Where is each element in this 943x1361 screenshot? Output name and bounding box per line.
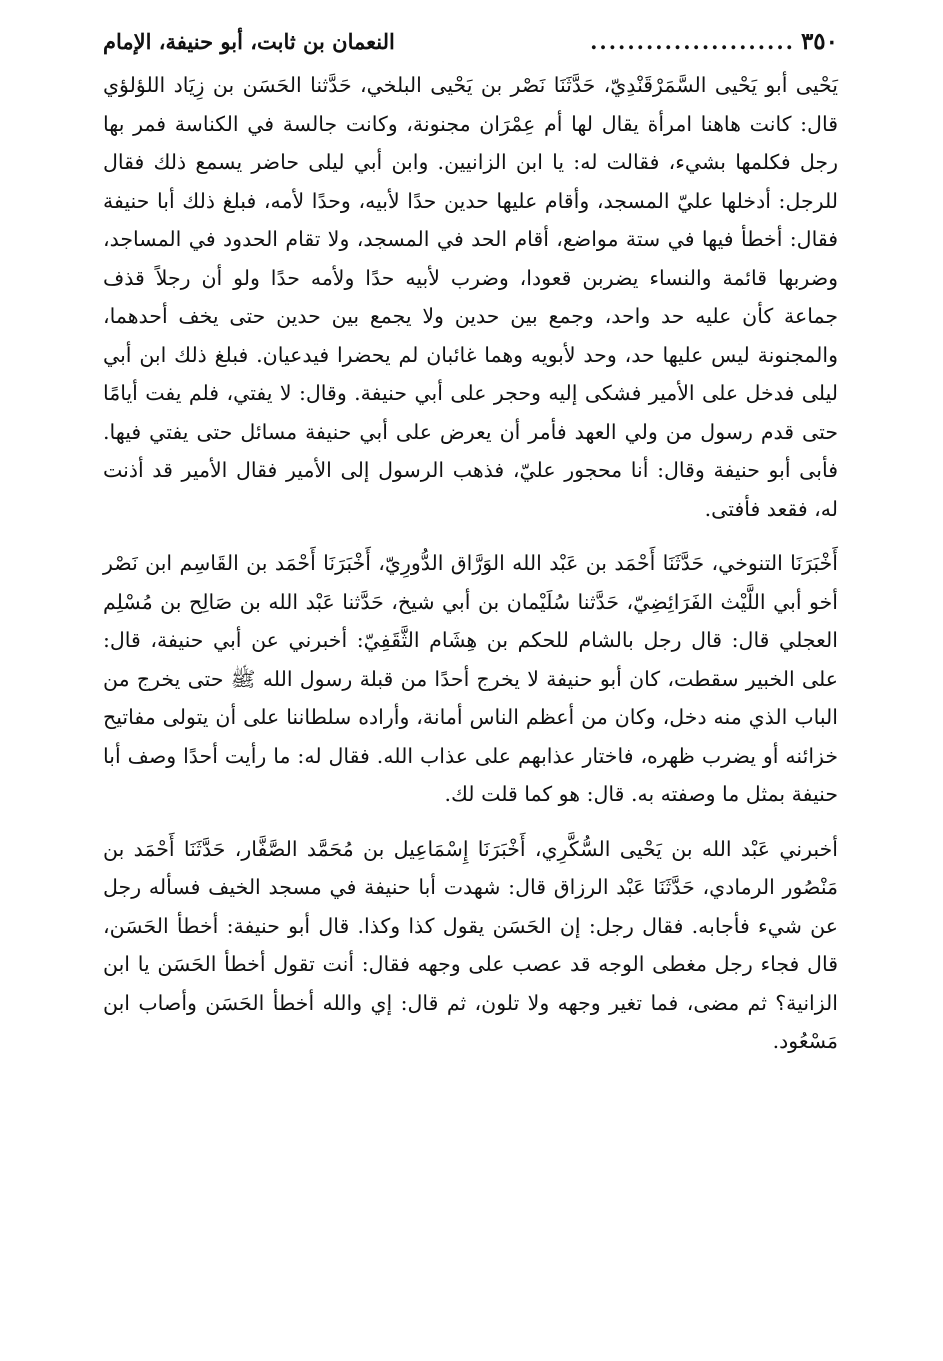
paragraph-1: يَحْيى أبو يَحْيى السَّمَرْقَنْدِيّ، حَدَّثَنَا نَصْر بن يَحْيى البلخي، حَدَّثنا الحَسَن بن زِيَاد اللؤلؤي قال: كانت هاهنا امرأة يقال لها أم عِمْرَان مجنونة، وكانت جالسة في الكناسة فمر بها رجل فكلمها بشيء، فقالت له: يا ابن الزانيين. وابن أبي ليلى حاضر يسمع ذلك فقال للرجل: أدخلها عليّ المسجد، وأقام عليها حدين حدًا لأبيه، وحدًا لأمه، فبلغ ذلك أبا حنيفة فقال: أخطأ فيها في ستة مواضع، أقام الحد في المسجد، ولا تقام الحدود في المساجد، وضربها قائمة والنساء يضربن قعودا، وضرب لأبيه حدًا ولأمه حدًا ولو أن رجلاً قذف جماعة كأن عليه حد واحد، وجمع بين حدين ولا يجمع بين حدين حتى يخف أحدهما، والمجنونة ليس عليها حد، وحد لأبويه وهما غائبان لم يحضرا فيدعيان. فبلغ ذلك ابن أبي ليلى فدخل على الأمير فشكى إليه وحجر على أبي حنيفة. وقال: لا يفتي، فلم يفت أيامًا حتى قدم رسول من ولي العهد فأمر أن يعرض على أبي حنيفة مسائل حتى يفتي فيها. فأبى أبو حنيفة وقال: أنا محجور عليّ، فذهب الرسول إلى الأمير فقال الأمير قد أذنت له، فقعد فأفتى. (103, 73, 838, 521)
leader-dots: ...................... (590, 29, 795, 54)
paragraph-3: أخبرني عَبْد الله بن يَحْيى السُّكَّرِي، أَخْبَرَنَا إِسْمَاعِيل بن مُحَمَّد الصَّفَّار، حَدَّثَنَا أَحْمَد بن مَنْصُور الرمادي، حَدَّثَنَا عَبْد الرزاق قال: شهدت أبا حنيفة في مسجد الخيف فسأله رجل عن شيء فأجابه. فقال رجل: إن الحَسَن يقول كذا وكذا. قال أبو حنيفة: أخطأ الحَسَن، قال فجاء رجل مغطى الوجه قد عصب على وجهه فقال: أنت تقول أخطأ الحَسَن يا ابن الزانية؟ ثم مضى، فما تغير وجهه ولا تلون، ثم قال: إي والله أخطأ الحَسَن وأصاب ابن مَسْعُود. (103, 836, 838, 1053)
paragraph-2: أَخْبَرَنَا التنوخي، حَدَّثَنَا أَحْمَد بن عَبْد الله الوَرَّاق الدُّورِيّ، أَخْبَرَنَا أَحْمَد بن القَاسِم ابن نَصْر أخو أبي اللَّيْث الفَرَائِضِيّ، حَدَّثنا سُلَيْمان بن أبي شيخ، حَدَّثنا عَبْد الله بن صَالِح بن مُسْلِم العجلي قال: قال رجل بالشام للحكم بن هِشَام الثَّقَفِيّ: أخبرني عن أبي حنيفة، قال: على الخبير سقطت، كان أبو حنيفة لا يخرج أحدًا من قبلة رسول الله ﷺ حتى يخرج من الباب الذي منه دخل، وكان من أعظم الناس أمانة، وأراده سلطاننا على أن يتولى مفاتيح خزائنه أو يضرب ظهره، فاختار عذابهم على عذاب الله. فقال له: ما رأيت أحدًا وصف أبا حنيفة بمثل ما وصفته به. قال: هو كما قلت لك. (103, 551, 838, 806)
page-number: ٣٥٠ (800, 28, 838, 55)
running-header (103, 22, 838, 62)
running-title: النعمان بن ثابت، أبو حنيفة، الإمام (103, 29, 395, 54)
book-page (103, 22, 838, 1061)
